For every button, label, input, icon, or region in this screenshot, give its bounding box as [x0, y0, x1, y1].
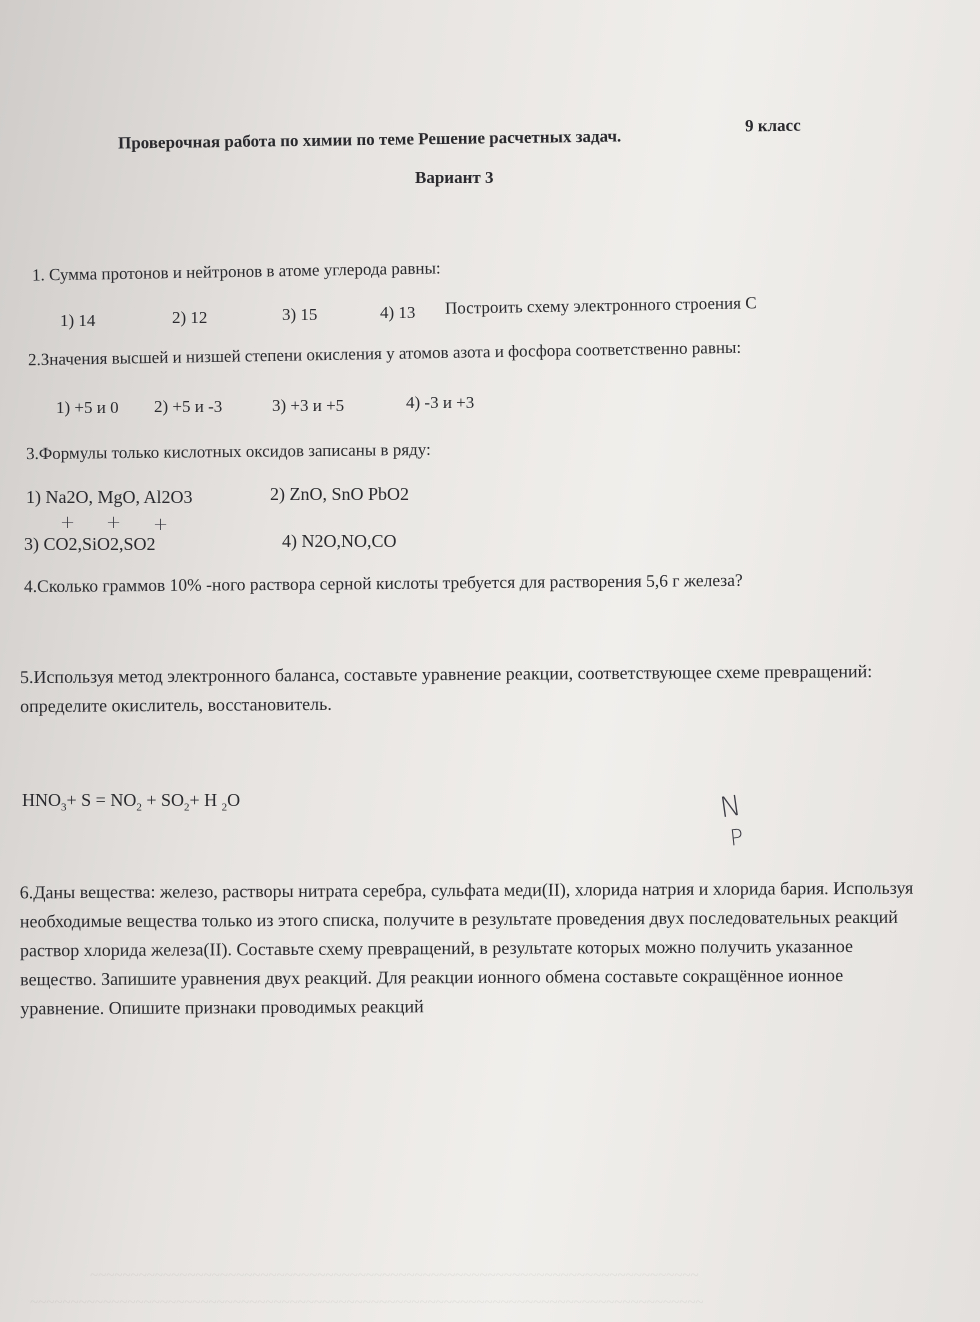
handwritten-plus-mark: + [106, 512, 122, 533]
question-3-text: 3.Формулы только кислотных оксидов записаны в ряду: [25, 439, 431, 464]
grade-label: 9 класс [744, 115, 801, 136]
handwritten-plus-mark: + [153, 514, 169, 535]
question-5-text: 5.Используя метод электронного баланса, составьте уравнение реакции, соответствующее схеме превращений: определите окислитель, восстановитель. [19, 661, 873, 717]
q1-option-1: 1) 14 [60, 311, 96, 330]
question-1-text: 1. Сумма протонов и нейтронов в атоме углерода равны: [31, 258, 441, 285]
q2-option-1: 1) +5 и 0 [56, 398, 119, 417]
handwritten-letter-n: N [717, 788, 744, 825]
reaction-equation: $HNO_3+ S = NO_2 + SO_2+ H$ $_2$O [22, 790, 241, 814]
question-4-text: 4.Сколько граммов 10% -ного раствора серной кислоты требуется для растворения 5,6 г железа? [23, 569, 743, 597]
q2-option-2: 2) +5 и -3 [154, 397, 223, 416]
question-6-text: 6.Даны вещества: железо, растворы нитрата серебра, сульфата меди(II), хлорида натрия и хлорида бария. Используя необходимые вещества только из этого списка, получите в результате проведения двух последовательных реакций раствор хлорида железа(II). Составьте схему превращений, в результате которых можно получить указанное вещество. Запишите уравнения двух реакций. Для реакции ионного обмена составьте сокращённое ионное уравнение. Опишите признаки проводимых реакций [19, 877, 914, 1019]
q3-option-1: 1) Na2O, MgO, Al2O3 [26, 487, 193, 507]
q2-option-3: 3) +3 и +5 [272, 396, 345, 415]
q3-option-4: 4) N2O,NO,CO [282, 531, 397, 551]
q1-option-3: 3) 15 [282, 305, 318, 324]
q3-option-2: 2) ZnO, SnO PbO2 [270, 484, 410, 504]
q3-option-3: 3) CO2,SiO2,SO2 [24, 534, 156, 554]
variant-label: Вариант 3 [415, 168, 494, 187]
question-2-text: 2.Значения высшей и низшей степени окисления у атомов азота и фосфора соответственно равны: [27, 337, 742, 370]
q1-option-4: 4) 13 [380, 303, 416, 322]
show-through-text: ~~~~~~~~~~~~~~~~~~~~~~~~~~~~~~~~~~~~~~~~~~~~~~~~~~~~~~~~~~~~~~~~~~~~~~~~~~~~~~~~~~~ [30, 1295, 704, 1311]
q1-extra-task: Построить схему электронного строения С [444, 293, 757, 318]
page-title: Проверочная работа по химии по теме Решение расчетных задач. [117, 126, 622, 153]
show-through-text: ~~~~~~~~~~~~~~~~~~~~~~~~~~~~~~~~~~~~~~~~~~~~~~~~~~~~~~~~~~~~~~~~~~~~~~~~~~~ [90, 1268, 699, 1284]
handwritten-letter-p: P [728, 825, 745, 852]
q2-option-4: 4) -3 и +3 [406, 393, 475, 412]
handwritten-plus-mark: + [60, 512, 76, 533]
q1-option-2: 2) 12 [172, 308, 208, 327]
